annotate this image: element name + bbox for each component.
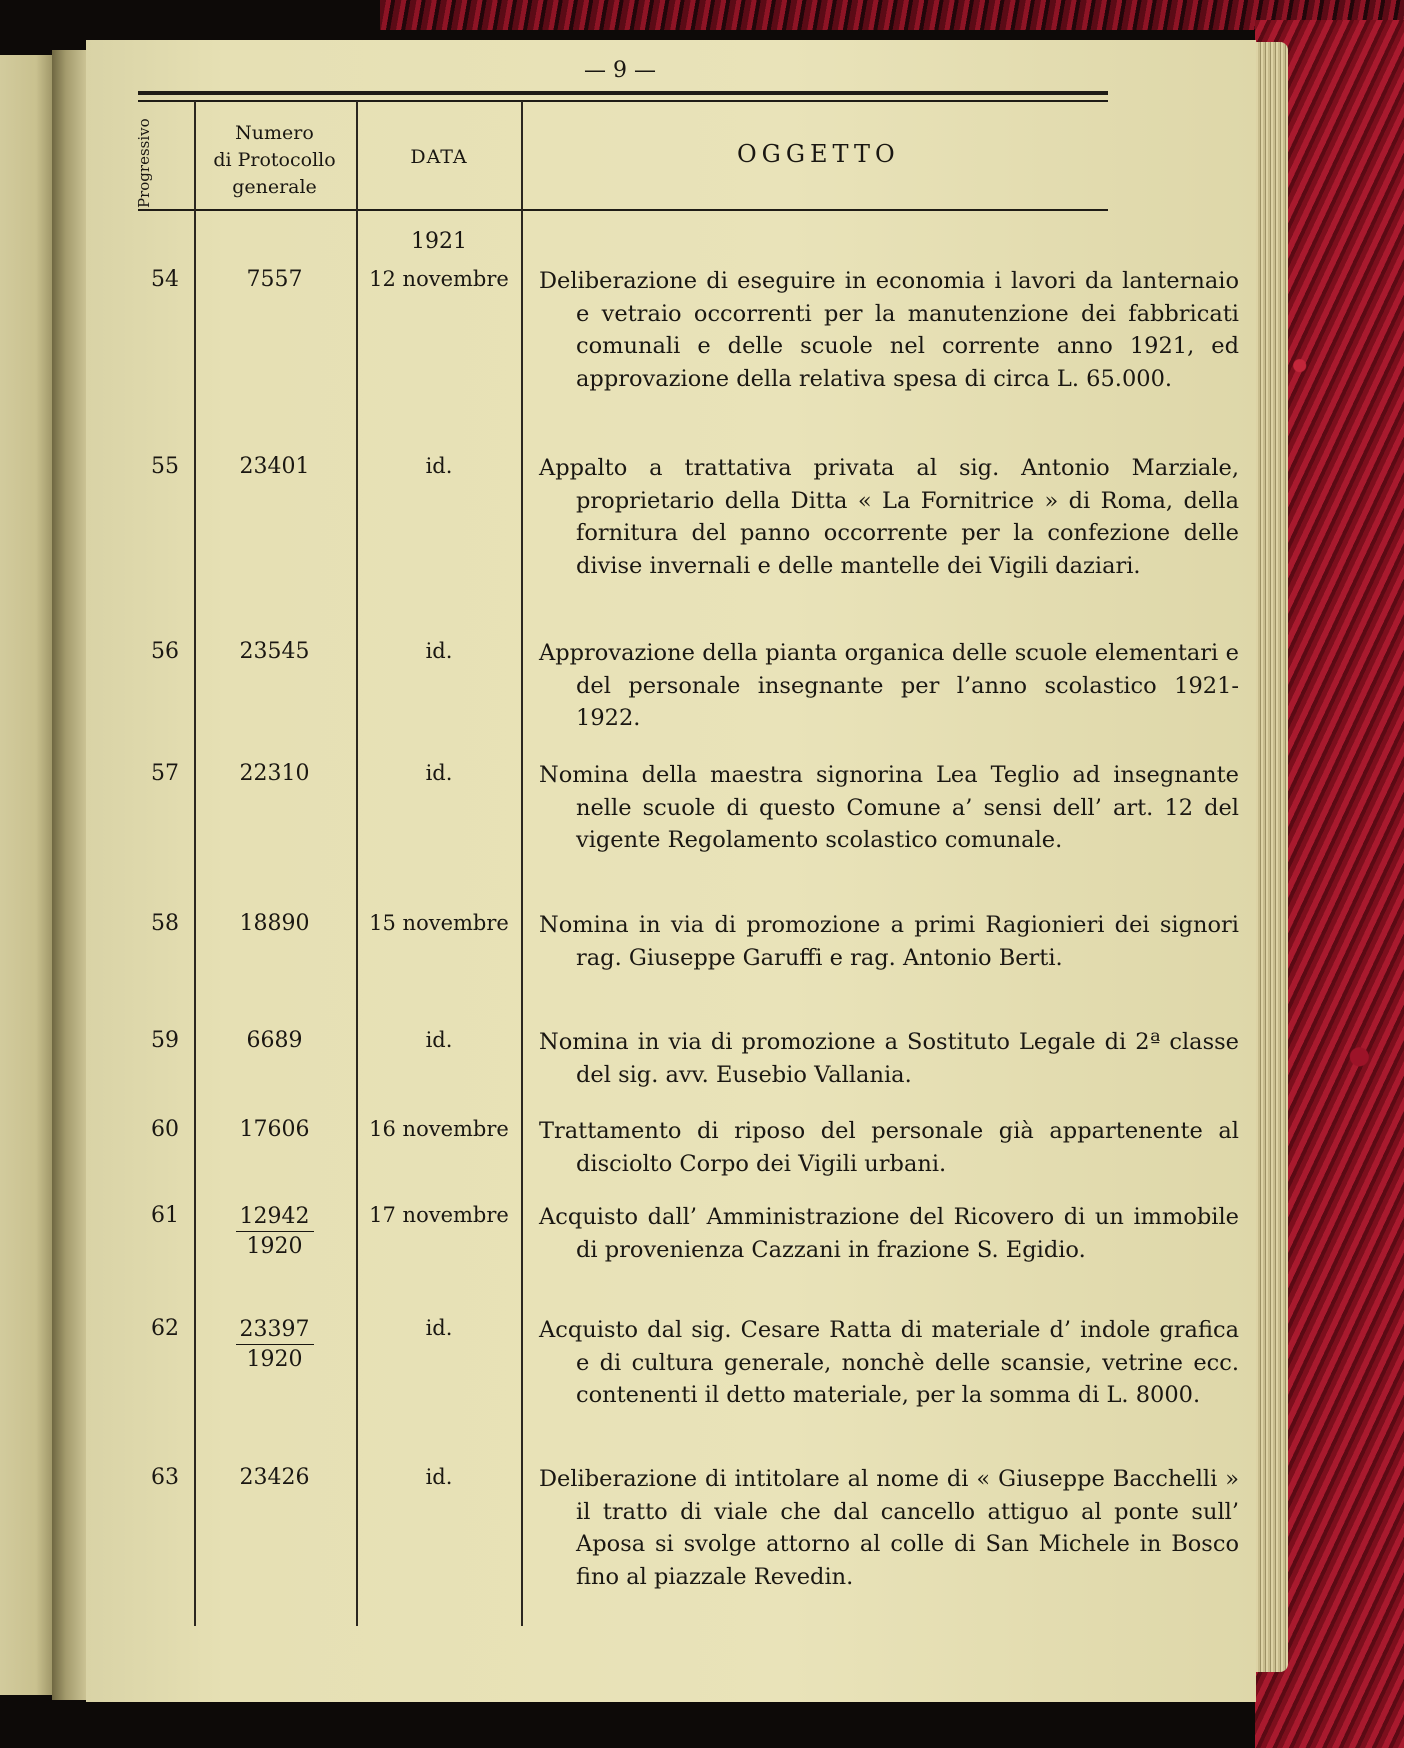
entry-date: 15 novembre	[369, 911, 509, 935]
entry-date: 16 novembre	[369, 1117, 509, 1141]
entry-progressivo: 60	[151, 1117, 179, 1142]
page-number: — 9 —	[584, 58, 656, 83]
entry-protocol-number: 12942 1920	[197, 1203, 352, 1262]
entry-progressivo: 56	[151, 639, 179, 664]
entry-protocol-number: 6689	[246, 1028, 303, 1053]
entry-protocol-number: 17606	[239, 1117, 310, 1142]
entry-date: id.	[425, 454, 453, 478]
header-progressivo: Progressivo	[135, 118, 153, 208]
entry-progressivo: 58	[151, 911, 179, 936]
entry-progressivo: 55	[151, 454, 179, 479]
entry-protocol-number: 22310	[239, 761, 310, 786]
entry-protocol-number: 23397 1920	[197, 1316, 352, 1375]
header-data: DATA	[410, 146, 468, 168]
entry-subject: Appalto a trattativa privata al sig. Antonio Marziale, proprietario della Ditta « La Fornitrice » di Roma, della fornitura del panno occorrente per la confezione delle divise invernali e delle mantelle dei Vigili daziari.	[539, 455, 1239, 579]
entry-subject: Deliberazione di intitolare al nome di « Giuseppe Bacchelli » il tratto di viale che dal cancello attiguo al ponte sull’ Aposa si svolge attorno al colle di San Michele in Bosco fino al piazzale Revedin.	[539, 1466, 1239, 1590]
entry-date: 12 novembre	[369, 267, 509, 291]
entry-progressivo: 59	[151, 1028, 179, 1053]
entry-subject: Acquisto dal sig. Cesare Ratta di materiale d’ indole grafica e di cultura generale, nonchè delle scansie, vetrine ecc. contenenti il detto materiale, per la somma di L. 8000.	[539, 1317, 1239, 1408]
book-top-edge	[380, 0, 1404, 30]
entry-subject: Nomina in via di promozione a primi Ragionieri dei signori rag. Giuseppe Garuffi e rag. Antonio Berti.	[539, 912, 1239, 971]
header-numero-protocollo: Numero di Protocollo generale	[213, 122, 336, 198]
entry-subject: Trattamento di riposo del personale già appartenente al disciolto Corpo dei Vigili urbani.	[539, 1118, 1239, 1177]
entry-progressivo: 63	[151, 1465, 179, 1490]
entry-protocol-number: 23401	[239, 454, 310, 479]
entry-subject: Nomina in via di promozione a Sostituto Legale di 2ª classe del sig. avv. Eusebio Vallania.	[539, 1029, 1239, 1088]
column-divider-2	[356, 101, 358, 1626]
entry-date: id.	[425, 1028, 453, 1052]
entry-progressivo: 61	[151, 1203, 179, 1228]
entry-progressivo: 57	[151, 761, 179, 786]
entry-date: id.	[425, 1465, 453, 1489]
entry-progressivo: 62	[151, 1316, 179, 1341]
entry-date: id.	[425, 1316, 453, 1340]
entry-subject: Approvazione della pianta organica delle scuole elementari e del personale insegnante per l’anno scolastico 1921-1922.	[539, 640, 1239, 731]
entry-date: id.	[425, 761, 453, 785]
entry-protocol-number: 7557	[246, 267, 303, 292]
entry-progressivo: 54	[151, 267, 179, 292]
entry-protocol-number: 18890	[239, 911, 310, 936]
entry-date: 17 novembre	[369, 1203, 509, 1227]
column-divider-3	[521, 101, 523, 1626]
entry-subject: Acquisto dall’ Amministrazione del Ricovero di un immobile di provenienza Cazzani in frazione S. Egidio.	[539, 1204, 1239, 1263]
entry-protocol-number: 23426	[239, 1465, 310, 1490]
header-top-rule-thin	[138, 100, 1108, 102]
year-label: 1921	[411, 229, 467, 254]
header-top-rule	[138, 91, 1108, 95]
header-oggetto: OGGETTO	[737, 140, 900, 168]
entry-date: id.	[425, 639, 453, 663]
entry-protocol-number: 23545	[239, 639, 310, 664]
entry-subject: Deliberazione di eseguire in economia i lavori da lanternaio e vetraio occorrenti per la manutenzione dei fabbricati comunali e delle scuole nel corrente anno 1921, ed approvazione della relativa spesa di circa L. 65.000.	[539, 268, 1239, 392]
header-bottom-rule	[138, 209, 1108, 211]
entry-subject: Nomina della maestra signorina Lea Teglio ad insegnante nelle scuole di questo Comune a’ sensi dell’ art. 12 del vigente Regolamento scolastico comunale.	[539, 762, 1239, 853]
column-divider-1	[194, 101, 196, 1626]
facing-page-edge	[0, 55, 60, 1695]
